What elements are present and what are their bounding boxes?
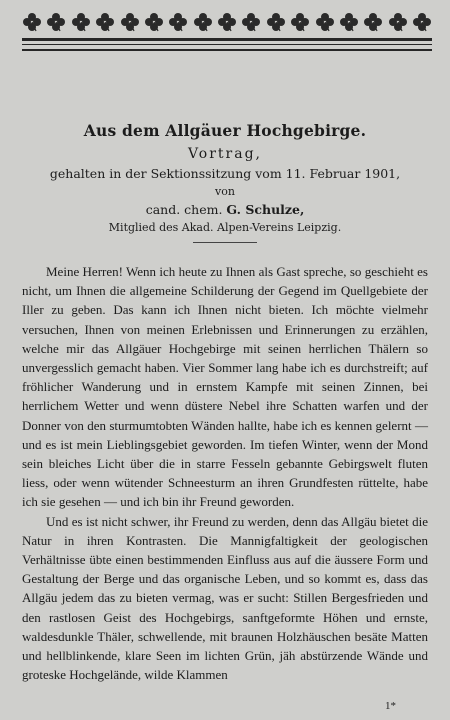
page-signature: 1* [385,700,396,712]
clover-icon [22,12,42,32]
paragraph: Meine Herren! Wenn ich heute zu Ihnen als Gast spreche, so geschieht es nicht, um Ihnen die allgemeine Schilderung der Gegend im Quellgebiete der Iller zu geben. Das kann ich Ihnen nicht bieten. Ich möchte vielmehr versuchen, Ihnen von meinen Erlebnissen und Erinnerungen zu erzählen, welche mir das Allgäuer Hochgebirge mit seinen herrlichen Thälern so unvergesslich gemacht haben. Vier Sommer lang habe ich es durchstreift; auf fröhlicher Wanderung und in ernstem Kampfe mit seinen Zinnen, bei herrlichem Wetter und wenn düstere Nebel ihre Schatten warfen und der Donner von den sturmumtobten Wänden hallte, habe ich es kennen gelernt — und es ist mein Lieblingsgebiet geworden. Im tiefen Winter, wenn der Mond sein bleiches Licht über die in starre Fesseln gebannte Gebirgswelt fluten liess, oder wenn wütender Schneesturm an ihren Grundfesten rüttelte, habe ich sie gesehen — und ich bin ihr Freund geworden. [22,264,428,510]
clover-icon [95,12,115,32]
subtitle: Vortrag, [187,146,263,162]
clover-icon [168,12,188,32]
von-line: von [215,185,235,198]
author-prefix: cand. chem. [145,202,223,217]
clover-icon [241,12,261,32]
clover-icon [315,12,335,32]
heading-divider [193,242,257,243]
clover-icon [71,12,91,32]
clover-icon [388,12,408,32]
ornament-rule-thin [22,44,432,45]
page-title: Aus dem Allgäuer Hochgebirge. [83,121,367,140]
clover-icon [266,12,286,32]
clover-icon [46,12,66,32]
header-ornament [22,8,432,54]
ornament-rule-base [22,49,432,51]
clover-icon [339,12,359,32]
paragraph: Und es ist nicht schwer, ihr Freund zu werden, denn das Allgäu bietet die Natur in ihren Kontrasten. Die Mannigfaltigkeit der geologischen Verhältnisse übte einen bestimmenden Einfluss aus auf die äussere Form und Gestaltung der Berge und das organische Leben, und so kommt es, dass das Allgäu jedem das zu bieten vermag, was er sucht: Stillen Bergesfrieden und den rastlosen Geist des Hochgebirgs, sanftgeformte Höhen und ernste, waldesdunkle Thäler, schwellende, mit braunen Holzhäuschen besäte Matten und hellblinkende, klare Seen im lichten Grün, jäh abstürzende Wände und groteske Hochgelände, wilde Klammen [22,513,428,683]
author-name: G. Schulze, [226,202,305,217]
clover-icon [120,12,140,32]
clover-icon [290,12,310,32]
clover-icon [144,12,164,32]
clover-icon [363,12,383,32]
clover-border [22,12,432,34]
clover-icon [217,12,237,32]
ornament-rule-thick [22,38,432,41]
author-line [0,200,450,220]
body-text [22,262,428,684]
heading-block [0,120,450,243]
clover-icon [193,12,213,32]
clover-icon [412,12,432,32]
occasion-line: gehalten in der Sektionssitzung vom 11. Februar 1901, [49,166,401,181]
affiliation: Mitglied des Akad. Alpen-Vereins Leipzig. [108,221,342,234]
